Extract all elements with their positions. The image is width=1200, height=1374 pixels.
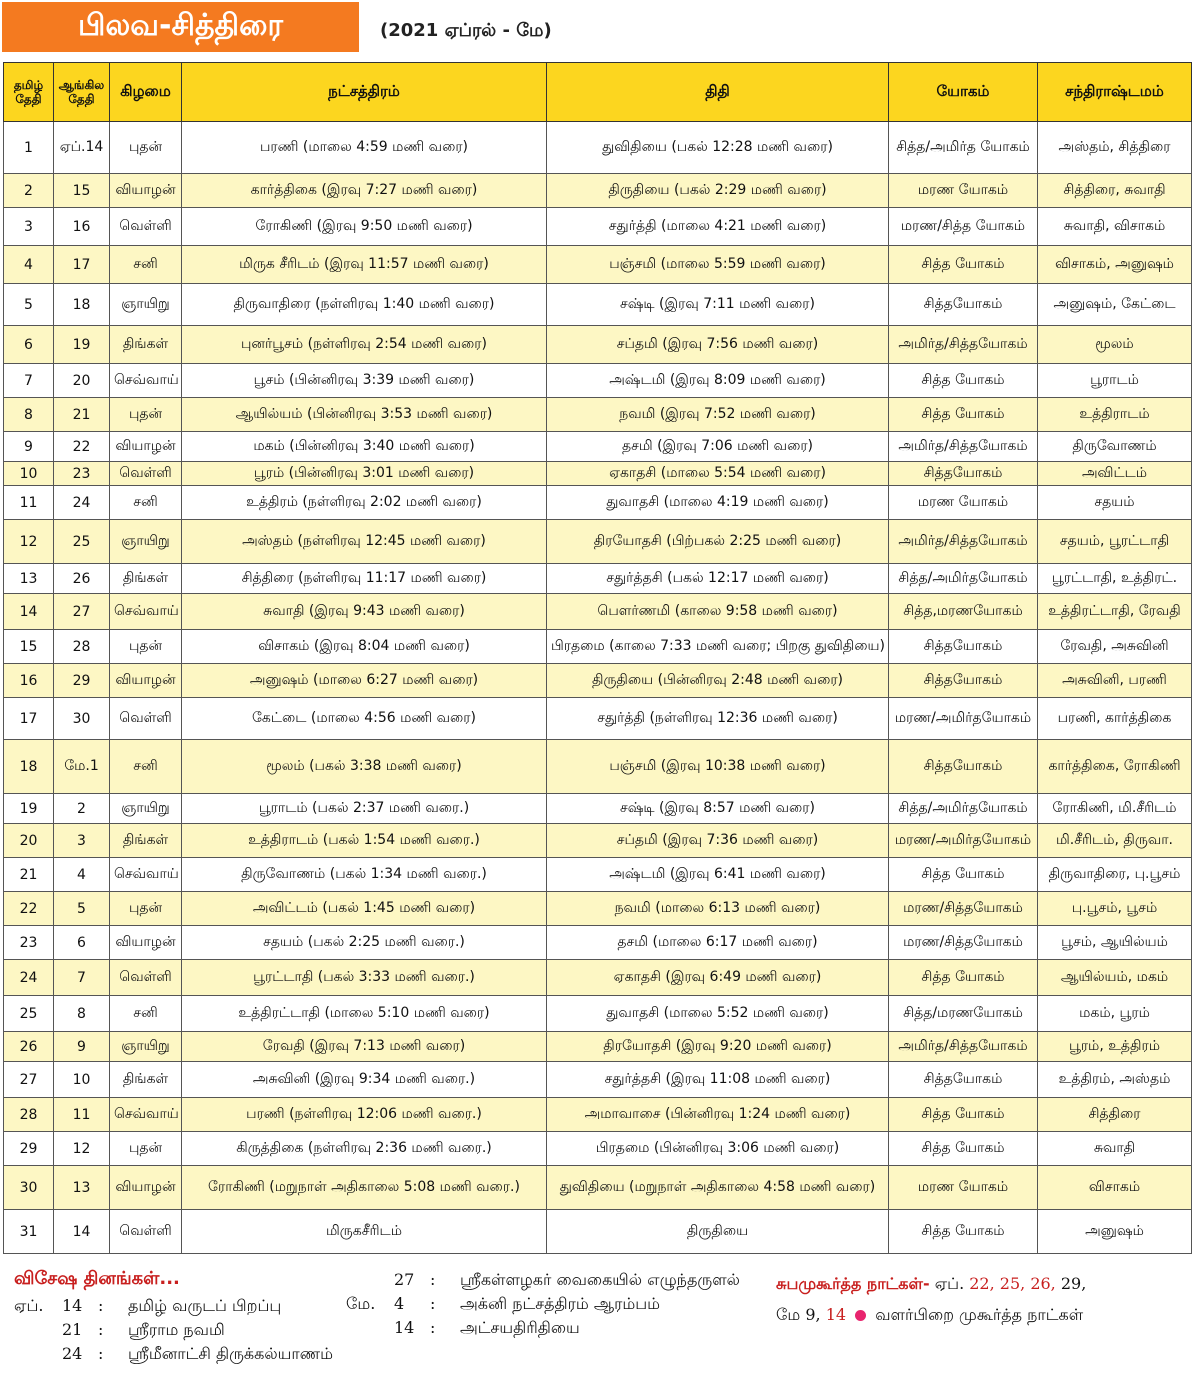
special-day-text: ஸ்ரீகள்ளழகர் வைகையில் எழுந்தருளல் xyxy=(460,1270,740,1289)
table-row xyxy=(4,364,1192,398)
yogam-cell: அமிர்த/சித்தயோகம் xyxy=(889,432,1038,462)
nakshatra-cell: ரோகிணி (இரவு 9:50 மணி வரை) xyxy=(182,208,547,246)
chandrashtamam-cell: மகம், பூரம் xyxy=(1038,996,1192,1032)
table-row xyxy=(4,432,1192,462)
table-row xyxy=(4,1062,1192,1098)
nakshatra-cell: பரணி (நள்ளிரவு 12:06 மணி வரை.) xyxy=(182,1098,547,1132)
nakshatra-cell: சுவாதி (இரவு 9:43 மணி வரை) xyxy=(182,594,547,630)
tithi-cell: பிரதமை (பின்னிரவு 3:06 மணி வரை) xyxy=(547,1132,889,1166)
tithi-cell: திரயோதசி (இரவு 9:20 மணி வரை) xyxy=(547,1032,889,1062)
tamil-date-cell: 4 xyxy=(4,246,54,284)
weekday-cell: திங்கள் xyxy=(110,326,182,364)
tithi-cell: அஷ்டமி (இரவு 6:41 மணி வரை) xyxy=(547,858,889,892)
tamil-date-cell: 18 xyxy=(4,740,54,794)
english-date-cell: 2 xyxy=(54,794,110,824)
table-row xyxy=(4,892,1192,926)
tithi-cell: சதுர்த்தசி (பகல் 12:17 மணி வரை) xyxy=(547,564,889,594)
tithi-cell: நவமி (மாலை 6:13 மணி வரை) xyxy=(547,892,889,926)
chandrashtamam-cell: பூரம், உத்திரம் xyxy=(1038,1032,1192,1062)
special-day-sep: : xyxy=(430,1318,436,1337)
tithi-cell: சப்தமி (இரவு 7:36 மணி வரை) xyxy=(547,824,889,858)
table-row xyxy=(4,996,1192,1032)
special-day-sep: : xyxy=(430,1270,436,1289)
special-day-sep: : xyxy=(98,1344,104,1363)
special-day-row xyxy=(346,1318,580,1339)
yogam-cell: அமிர்த/சித்தயோகம் xyxy=(889,1032,1038,1062)
tamil-date-cell: 5 xyxy=(4,284,54,326)
chandrashtamam-cell: ரேவதி, அசுவினி xyxy=(1038,630,1192,664)
table-row xyxy=(4,486,1192,520)
special-day-row xyxy=(14,1296,281,1317)
nakshatra-cell: கார்த்திகை (இரவு 7:27 மணி வரை) xyxy=(182,174,547,208)
table-row xyxy=(4,794,1192,824)
calendar-table xyxy=(3,62,1192,1254)
yogam-cell: சித்த யோகம் xyxy=(889,960,1038,996)
english-date-cell: 18 xyxy=(54,284,110,326)
tithi-cell: அமாவாசை (பின்னிரவு 1:24 மணி வரை) xyxy=(547,1098,889,1132)
english-date-cell: 20 xyxy=(54,364,110,398)
special-day-row xyxy=(14,1344,333,1365)
yogam-cell: மரண யோகம் xyxy=(889,1166,1038,1210)
yogam-cell: சித்தயோகம் xyxy=(889,1062,1038,1098)
tithi-cell: அஷ்டமி (இரவு 8:09 மணி வரை) xyxy=(547,364,889,398)
weekday-cell: புதன் xyxy=(110,1132,182,1166)
tithi-cell: தசமி (இரவு 7:06 மணி வரை) xyxy=(547,432,889,462)
weekday-cell: புதன் xyxy=(110,122,182,174)
weekday-cell: சனி xyxy=(110,740,182,794)
yogam-cell: சித்த யோகம் xyxy=(889,246,1038,284)
col-header-yogam: யோகம் xyxy=(889,63,1038,122)
chandrashtamam-cell: சுவாதி, விசாகம் xyxy=(1038,208,1192,246)
weekday-cell: வெள்ளி xyxy=(110,1210,182,1254)
yogam-cell: சித்த யோகம் xyxy=(889,858,1038,892)
tithi-cell: திருதியை (பகல் 2:29 மணி வரை) xyxy=(547,174,889,208)
chandrashtamam-cell: திருவோணம் xyxy=(1038,432,1192,462)
special-day-sep: : xyxy=(430,1294,436,1313)
yogam-cell: சித்தயோகம் xyxy=(889,284,1038,326)
auspicious-april-prefix: ஏப். xyxy=(934,1274,965,1293)
english-date-cell: 27 xyxy=(54,594,110,630)
tamil-date-cell: 13 xyxy=(4,564,54,594)
nakshatra-cell: மூலம் (பகல் 3:38 மணி வரை) xyxy=(182,740,547,794)
col-header-tamil-date: தமிழ் தேதி xyxy=(4,63,54,122)
col-header-nakshatra: நட்சத்திரம் xyxy=(182,63,547,122)
special-day-month: ஏப். xyxy=(14,1296,44,1315)
english-date-cell: 15 xyxy=(54,174,110,208)
special-day-text: தமிழ் வருடப் பிறப்பு xyxy=(128,1296,282,1315)
english-date-cell: 7 xyxy=(54,960,110,996)
tithi-cell: பிரதமை (காலை 7:33 மணி வரை; பிறகு துவிதியை) xyxy=(547,630,889,664)
yogam-cell: சித்த/அமிர்தயோகம் xyxy=(889,564,1038,594)
chandrashtamam-cell: பரணி, கார்த்திகை xyxy=(1038,698,1192,740)
tamil-date-cell: 10 xyxy=(4,462,54,486)
yogam-cell: சித்த யோகம் xyxy=(889,398,1038,432)
chandrashtamam-cell: ரோகிணி, மி.சீரிடம் xyxy=(1038,794,1192,824)
chandrashtamam-cell: திருவாதிரை, பு.பூசம் xyxy=(1038,858,1192,892)
chandrashtamam-cell: சுவாதி xyxy=(1038,1132,1192,1166)
tamil-date-cell: 8 xyxy=(4,398,54,432)
english-date-cell: 10 xyxy=(54,1062,110,1098)
table-row xyxy=(4,960,1192,996)
nakshatra-cell: திருவாதிரை (நள்ளிரவு 1:40 மணி வரை) xyxy=(182,284,547,326)
tithi-cell: திருதியை xyxy=(547,1210,889,1254)
nakshatra-cell: கேட்டை (மாலை 4:56 மணி வரை) xyxy=(182,698,547,740)
weekday-cell: வியாழன் xyxy=(110,1166,182,1210)
tamil-date-cell: 1 xyxy=(4,122,54,174)
nakshatra-cell: ஆயில்யம் (பின்னிரவு 3:53 மணி வரை) xyxy=(182,398,547,432)
nakshatra-cell: மிருக சீரிடம் (இரவு 11:57 மணி வரை) xyxy=(182,246,547,284)
chandrashtamam-cell: அஸ்தம், சித்திரை xyxy=(1038,122,1192,174)
auspicious-line-1 xyxy=(776,1274,1086,1295)
english-date-cell: 5 xyxy=(54,892,110,926)
weekday-cell: செவ்வாய் xyxy=(110,858,182,892)
special-day-date: 24 xyxy=(62,1344,83,1363)
calendar-body xyxy=(4,122,1192,1254)
weekday-cell: சனி xyxy=(110,996,182,1032)
weekday-cell: திங்கள் xyxy=(110,1062,182,1098)
yogam-cell: சித்த/அமிர்தயோகம் xyxy=(889,794,1038,824)
table-row xyxy=(4,564,1192,594)
tithi-cell: நவமி (இரவு 7:52 மணி வரை) xyxy=(547,398,889,432)
tithi-cell: சதுர்த்தி (மாலை 4:21 மணி வரை) xyxy=(547,208,889,246)
yogam-cell: மரண/சித்த யோகம் xyxy=(889,208,1038,246)
tamil-date-cell: 31 xyxy=(4,1210,54,1254)
special-day-text: அக்னி நட்சத்திரம் ஆரம்பம் xyxy=(460,1294,661,1313)
english-date-cell: 11 xyxy=(54,1098,110,1132)
nakshatra-cell: பூரம் (பின்னிரவு 3:01 மணி வரை) xyxy=(182,462,547,486)
english-date-cell: 3 xyxy=(54,824,110,858)
nakshatra-cell: உத்திரட்டாதி (மாலை 5:10 மணி வரை) xyxy=(182,996,547,1032)
page-title: பிலவ-சித்திரை xyxy=(2,2,359,52)
weekday-cell: வெள்ளி xyxy=(110,960,182,996)
tamil-date-cell: 24 xyxy=(4,960,54,996)
nakshatra-cell: அனுஷம் (மாலை 6:27 மணி வரை) xyxy=(182,664,547,698)
chandrashtamam-cell: சித்திரை, சுவாதி xyxy=(1038,174,1192,208)
tamil-date-cell: 17 xyxy=(4,698,54,740)
chandrashtamam-cell: உத்திரம், அஸ்தம் xyxy=(1038,1062,1192,1098)
yogam-cell: சித்த யோகம் xyxy=(889,1098,1038,1132)
special-day-row xyxy=(346,1294,660,1315)
tithi-cell: சப்தமி (இரவு 7:56 மணி வரை) xyxy=(547,326,889,364)
tamil-date-cell: 29 xyxy=(4,1132,54,1166)
nakshatra-cell: பரணி (மாலை 4:59 மணி வரை) xyxy=(182,122,547,174)
weekday-cell: செவ்வாய் xyxy=(110,1098,182,1132)
table-row xyxy=(4,740,1192,794)
tamil-date-cell: 9 xyxy=(4,432,54,462)
english-date-cell: 19 xyxy=(54,326,110,364)
english-date-cell: 12 xyxy=(54,1132,110,1166)
table-row xyxy=(4,858,1192,892)
tithi-cell: பஞ்சமி (மாலை 5:59 மணி வரை) xyxy=(547,246,889,284)
english-date-cell: 14 xyxy=(54,1210,110,1254)
chandrashtamam-cell: மூலம் xyxy=(1038,326,1192,364)
nakshatra-cell: மகம் (பின்னிரவு 3:40 மணி வரை) xyxy=(182,432,547,462)
waxing-moon-dot-icon xyxy=(855,1310,866,1321)
auspicious-april-highlight: 22, 25, 26, xyxy=(969,1274,1056,1293)
tithi-cell: சதுர்த்தி (நள்ளிரவு 12:36 மணி வரை) xyxy=(547,698,889,740)
yogam-cell: அமிர்த/சித்தயோகம் xyxy=(889,326,1038,364)
english-date-cell: 8 xyxy=(54,996,110,1032)
chandrashtamam-cell: அனுஷம், கேட்டை xyxy=(1038,284,1192,326)
table-row xyxy=(4,520,1192,564)
chandrashtamam-cell: பூசம், ஆயில்யம் xyxy=(1038,926,1192,960)
tamil-date-cell: 6 xyxy=(4,326,54,364)
special-day-text: ஸ்ரீராம நவமி xyxy=(128,1320,225,1339)
col-header-tithi: திதி xyxy=(547,63,889,122)
nakshatra-cell: உத்திராடம் (பகல் 1:54 மணி வரை.) xyxy=(182,824,547,858)
tamil-date-cell: 2 xyxy=(4,174,54,208)
yogam-cell: மரண யோகம் xyxy=(889,486,1038,520)
chandrashtamam-cell: உத்திராடம் xyxy=(1038,398,1192,432)
yogam-cell: சித்த யோகம் xyxy=(889,1132,1038,1166)
table-row xyxy=(4,664,1192,698)
special-days-title: விசேஷ தினங்கள்... xyxy=(14,1268,180,1289)
english-date-cell: 29 xyxy=(54,664,110,698)
table-row xyxy=(4,246,1192,284)
special-day-sep: : xyxy=(98,1296,104,1315)
nakshatra-cell: திருவோணம் (பகல் 1:34 மணி வரை.) xyxy=(182,858,547,892)
nakshatra-cell: விசாகம் (இரவு 8:04 மணி வரை) xyxy=(182,630,547,664)
yogam-cell: மரண/அமிர்தயோகம் xyxy=(889,824,1038,858)
tamil-date-cell: 23 xyxy=(4,926,54,960)
table-row xyxy=(4,1166,1192,1210)
tamil-date-cell: 3 xyxy=(4,208,54,246)
table-row xyxy=(4,122,1192,174)
tithi-cell: துவிதியை (பகல் 12:28 மணி வரை) xyxy=(547,122,889,174)
yogam-cell: அமிர்த/சித்தயோகம் xyxy=(889,520,1038,564)
tamil-date-cell: 11 xyxy=(4,486,54,520)
tithi-cell: சஷ்டி (இரவு 8:57 மணி வரை) xyxy=(547,794,889,824)
table-row xyxy=(4,824,1192,858)
table-row xyxy=(4,326,1192,364)
tamil-date-cell: 12 xyxy=(4,520,54,564)
tithi-cell: துவாதசி (மாலை 4:19 மணி வரை) xyxy=(547,486,889,520)
tithi-cell: பஞ்சமி (இரவு 10:38 மணி வரை) xyxy=(547,740,889,794)
english-date-cell: 6 xyxy=(54,926,110,960)
nakshatra-cell: பூராடம் (பகல் 2:37 மணி வரை.) xyxy=(182,794,547,824)
page-subtitle: (2021 ஏப்ரல் - மே) xyxy=(380,20,552,41)
nakshatra-cell: பூரட்டாதி (பகல் 3:33 மணி வரை.) xyxy=(182,960,547,996)
chandrashtamam-cell: விசாகம், அனுஷம் xyxy=(1038,246,1192,284)
auspicious-line-2 xyxy=(776,1305,1086,1326)
weekday-cell: சனி xyxy=(110,246,182,284)
english-date-cell: 22 xyxy=(54,432,110,462)
chandrashtamam-cell: சித்திரை xyxy=(1038,1098,1192,1132)
weekday-cell: வியாழன் xyxy=(110,664,182,698)
chandrashtamam-cell: மி.சீரிடம், திருவா. xyxy=(1038,824,1192,858)
yogam-cell: மரண யோகம் xyxy=(889,174,1038,208)
weekday-cell: ஞாயிறு xyxy=(110,284,182,326)
weekday-cell: புதன் xyxy=(110,630,182,664)
weekday-cell: புதன் xyxy=(110,398,182,432)
yogam-cell: சித்தயோகம் xyxy=(889,740,1038,794)
english-date-cell: 24 xyxy=(54,486,110,520)
yogam-cell: சித்தயோகம் xyxy=(889,462,1038,486)
weekday-cell: ஞாயிறு xyxy=(110,520,182,564)
nakshatra-cell: உத்திரம் (நள்ளிரவு 2:02 மணி வரை) xyxy=(182,486,547,520)
special-day-date: 27 xyxy=(394,1270,415,1289)
table-row xyxy=(4,284,1192,326)
auspicious-days xyxy=(776,1274,1086,1326)
english-date-cell: மே.1 xyxy=(54,740,110,794)
col-header-weekday: கிழமை xyxy=(110,63,182,122)
weekday-cell: செவ்வாய் xyxy=(110,364,182,398)
yogam-cell: சித்த/அமிர்த யோகம் xyxy=(889,122,1038,174)
special-day-month: மே. xyxy=(346,1294,376,1313)
chandrashtamam-cell: பூராடம் xyxy=(1038,364,1192,398)
table-header-row xyxy=(4,63,1192,122)
nakshatra-cell: பூசம் (பின்னிரவு 3:39 மணி வரை) xyxy=(182,364,547,398)
english-date-cell: 13 xyxy=(54,1166,110,1210)
weekday-cell: வெள்ளி xyxy=(110,208,182,246)
auspicious-may-prefix: மே 9, xyxy=(776,1305,821,1324)
yogam-cell: சித்தயோகம் xyxy=(889,630,1038,664)
chandrashtamam-cell: அசுவினி, பரணி xyxy=(1038,664,1192,698)
tithi-cell: சஷ்டி (இரவு 7:11 மணி வரை) xyxy=(547,284,889,326)
nakshatra-cell: சதயம் (பகல் 2:25 மணி வரை.) xyxy=(182,926,547,960)
weekday-cell: ஞாயிறு xyxy=(110,794,182,824)
english-date-cell: 9 xyxy=(54,1032,110,1062)
nakshatra-cell: ரோகிணி (மறுநாள் அதிகாலை 5:08 மணி வரை.) xyxy=(182,1166,547,1210)
tithi-cell: பௌர்ணமி (காலை 9:58 மணி வரை) xyxy=(547,594,889,630)
english-date-cell: 17 xyxy=(54,246,110,284)
table-row xyxy=(4,1032,1192,1062)
english-date-cell: 16 xyxy=(54,208,110,246)
weekday-cell: திங்கள் xyxy=(110,824,182,858)
chandrashtamam-cell: உத்திரட்டாதி, ரேவதி xyxy=(1038,594,1192,630)
nakshatra-cell: மிருகசீரிடம் xyxy=(182,1210,547,1254)
col-header-english-date: ஆங்கில தேதி xyxy=(54,63,110,122)
tithi-cell: தசமி (மாலை 6:17 மணி வரை) xyxy=(547,926,889,960)
table-row xyxy=(4,926,1192,960)
auspicious-may-suffix: வளர்பிறை முகூர்த்த நாட்கள் xyxy=(875,1305,1084,1324)
english-date-cell: 28 xyxy=(54,630,110,664)
english-date-cell: 30 xyxy=(54,698,110,740)
english-date-cell: 21 xyxy=(54,398,110,432)
tamil-date-cell: 15 xyxy=(4,630,54,664)
special-day-sep: : xyxy=(98,1320,104,1339)
tithi-cell: ஏகாதசி (மாலை 5:54 மணி வரை) xyxy=(547,462,889,486)
tamil-date-cell: 26 xyxy=(4,1032,54,1062)
table-row xyxy=(4,630,1192,664)
nakshatra-cell: கிருத்திகை (நள்ளிரவு 2:36 மணி வரை.) xyxy=(182,1132,547,1166)
special-day-text: அட்சயதிரிதியை xyxy=(460,1318,580,1337)
english-date-cell: 25 xyxy=(54,520,110,564)
tithi-cell: திரயோதசி (பிற்பகல் 2:25 மணி வரை) xyxy=(547,520,889,564)
tithi-cell: துவாதசி (மாலை 5:52 மணி வரை) xyxy=(547,996,889,1032)
auspicious-may-highlight: 14 xyxy=(825,1305,847,1324)
table-row xyxy=(4,174,1192,208)
english-date-cell: 26 xyxy=(54,564,110,594)
yogam-cell: மரண/சித்தயோகம் xyxy=(889,892,1038,926)
tithi-cell: துவிதியை (மறுநாள் அதிகாலை 4:58 மணி வரை) xyxy=(547,1166,889,1210)
tamil-date-cell: 27 xyxy=(4,1062,54,1098)
yogam-cell: மரண/சித்தயோகம் xyxy=(889,926,1038,960)
tamil-date-cell: 25 xyxy=(4,996,54,1032)
tithi-cell: சதுர்த்தசி (இரவு 11:08 மணி வரை) xyxy=(547,1062,889,1098)
table-row xyxy=(4,1132,1192,1166)
table-row xyxy=(4,1210,1192,1254)
tithi-cell: ஏகாதசி (இரவு 6:49 மணி வரை) xyxy=(547,960,889,996)
chandrashtamam-cell: விசாகம் xyxy=(1038,1166,1192,1210)
weekday-cell: செவ்வாய் xyxy=(110,594,182,630)
tithi-cell: திருதியை (பின்னிரவு 2:48 மணி வரை) xyxy=(547,664,889,698)
weekday-cell: ஞாயிறு xyxy=(110,1032,182,1062)
special-day-text: ஸ்ரீமீனாட்சி திருக்கல்யாணம் xyxy=(128,1344,333,1363)
weekday-cell: புதன் xyxy=(110,892,182,926)
auspicious-april-rest: 29, xyxy=(1060,1274,1087,1293)
english-date-cell: ஏப்.14 xyxy=(54,122,110,174)
tamil-date-cell: 16 xyxy=(4,664,54,698)
english-date-cell: 23 xyxy=(54,462,110,486)
nakshatra-cell: அவிட்டம் (பகல் 1:45 மணி வரை) xyxy=(182,892,547,926)
table-row xyxy=(4,594,1192,630)
chandrashtamam-cell: கார்த்திகை, ரோகிணி xyxy=(1038,740,1192,794)
chandrashtamam-cell: சதயம், பூரட்டாதி xyxy=(1038,520,1192,564)
weekday-cell: வியாழன் xyxy=(110,926,182,960)
table-row xyxy=(4,208,1192,246)
tamil-date-cell: 7 xyxy=(4,364,54,398)
chandrashtamam-cell: அனுஷம் xyxy=(1038,1210,1192,1254)
col-header-chandrashtamam: சந்திராஷ்டமம் xyxy=(1038,63,1192,122)
tamil-date-cell: 20 xyxy=(4,824,54,858)
footer xyxy=(0,1260,1200,1374)
weekday-cell: சனி xyxy=(110,486,182,520)
table-row xyxy=(4,462,1192,486)
table-row xyxy=(4,698,1192,740)
table-row xyxy=(4,398,1192,432)
tamil-date-cell: 21 xyxy=(4,858,54,892)
weekday-cell: வியாழன் xyxy=(110,174,182,208)
chandrashtamam-cell: அவிட்டம் xyxy=(1038,462,1192,486)
chandrashtamam-cell: சதயம் xyxy=(1038,486,1192,520)
yogam-cell: மரண/அமிர்தயோகம் xyxy=(889,698,1038,740)
yogam-cell: சித்த,மரணயோகம் xyxy=(889,594,1038,630)
nakshatra-cell: புனர்பூசம் (நள்ளிரவு 2:54 மணி வரை) xyxy=(182,326,547,364)
chandrashtamam-cell: ஆயில்யம், மகம் xyxy=(1038,960,1192,996)
nakshatra-cell: அஸ்தம் (நள்ளிரவு 12:45 மணி வரை) xyxy=(182,520,547,564)
weekday-cell: வெள்ளி xyxy=(110,698,182,740)
yogam-cell: சித்தயோகம் xyxy=(889,664,1038,698)
chandrashtamam-cell: பு.பூசம், பூசம் xyxy=(1038,892,1192,926)
tamil-date-cell: 30 xyxy=(4,1166,54,1210)
yogam-cell: சித்த யோகம் xyxy=(889,364,1038,398)
auspicious-title: சுபமுகூர்த்த நாட்கள்- xyxy=(776,1274,930,1293)
tamil-date-cell: 14 xyxy=(4,594,54,630)
weekday-cell: வியாழன் xyxy=(110,432,182,462)
nakshatra-cell: ரேவதி (இரவு 7:13 மணி வரை) xyxy=(182,1032,547,1062)
english-date-cell: 4 xyxy=(54,858,110,892)
tamil-date-cell: 22 xyxy=(4,892,54,926)
tamil-date-cell: 19 xyxy=(4,794,54,824)
special-day-row xyxy=(346,1270,740,1291)
special-day-date: 21 xyxy=(62,1320,83,1339)
table-row xyxy=(4,1098,1192,1132)
yogam-cell: சித்த யோகம் xyxy=(889,1210,1038,1254)
yogam-cell: சித்த/மரணயோகம் xyxy=(889,996,1038,1032)
special-day-date: 14 xyxy=(394,1318,415,1337)
weekday-cell: வெள்ளி xyxy=(110,462,182,486)
tamil-date-cell: 28 xyxy=(4,1098,54,1132)
nakshatra-cell: சித்திரை (நள்ளிரவு 11:17 மணி வரை) xyxy=(182,564,547,594)
chandrashtamam-cell: பூரட்டாதி, உத்திரட். xyxy=(1038,564,1192,594)
nakshatra-cell: அசுவினி (இரவு 9:34 மணி வரை.) xyxy=(182,1062,547,1098)
special-day-date: 14 xyxy=(62,1296,83,1315)
weekday-cell: திங்கள் xyxy=(110,564,182,594)
special-day-row xyxy=(14,1320,225,1341)
special-day-date: 4 xyxy=(394,1294,405,1313)
